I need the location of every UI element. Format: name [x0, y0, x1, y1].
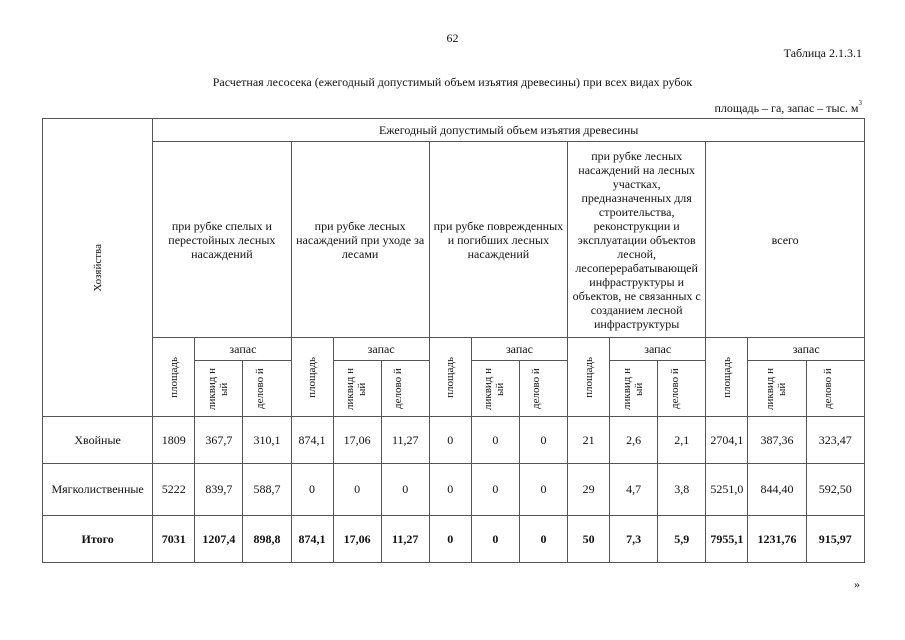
footer-mark: »	[854, 577, 860, 591]
table-title: Расчетная лесосека (ежегодный допустимый объем изъятия древесины) при всех видах рубок	[212, 75, 693, 89]
value-cell: 839,7	[195, 464, 243, 516]
liquid-label: ликвид ный	[620, 367, 645, 410]
value-cell: 1809	[153, 417, 195, 464]
group-header: Ежегодный допустимый объем изъятия древесины	[153, 119, 865, 142]
liquid-label: ликвид ный	[205, 367, 230, 410]
value-cell: 0	[519, 417, 567, 464]
table-id: Таблица 2.1.3.1	[783, 46, 862, 60]
harvest-table	[42, 118, 865, 563]
value-cell: 3,8	[658, 464, 706, 516]
value-cell: 592,50	[806, 464, 865, 516]
value-cell: 1207,4	[195, 516, 243, 563]
units-note	[714, 101, 862, 116]
business-header	[243, 361, 291, 417]
value-cell: 0	[381, 464, 429, 516]
value-cell: 0	[429, 464, 471, 516]
stock-header: запас	[333, 338, 429, 361]
value-cell: 0	[429, 417, 471, 464]
stock-header: запас	[610, 338, 706, 361]
stock-header: запас	[195, 338, 291, 361]
area-header	[568, 338, 610, 417]
value-cell: 5,9	[658, 516, 706, 563]
business-label: делово й	[822, 368, 835, 409]
value-cell: 915,97	[806, 516, 865, 563]
area-label: площадь	[167, 356, 180, 398]
category-header	[429, 142, 567, 338]
value-cell: 7955,1	[706, 516, 748, 563]
category-header	[568, 142, 706, 338]
value-cell: 0	[471, 417, 519, 464]
value-cell: 310,1	[243, 417, 291, 464]
value-cell: 5222	[153, 464, 195, 516]
liquid-header	[471, 361, 519, 417]
value-cell: 2,6	[610, 417, 658, 464]
table-row-total	[43, 516, 865, 563]
liquid-label: ликвид ный	[763, 367, 788, 410]
business-header	[658, 361, 706, 417]
value-cell: 367,7	[195, 417, 243, 464]
value-cell: 4,7	[610, 464, 658, 516]
category-header	[706, 142, 865, 338]
liquid-label: ликвид ный	[482, 367, 507, 410]
value-cell: 21	[568, 417, 610, 464]
area-label: площадь	[720, 356, 733, 398]
liquid-label: ликвид ный	[344, 367, 369, 410]
value-cell: 29	[568, 464, 610, 516]
value-cell: 0	[291, 464, 333, 516]
page-number: 62	[446, 31, 459, 45]
liquid-header	[195, 361, 243, 417]
value-cell: 2,1	[658, 417, 706, 464]
value-cell: 588,7	[243, 464, 291, 516]
area-label: площадь	[306, 356, 319, 398]
value-cell: 11,27	[381, 516, 429, 563]
value-cell: 0	[429, 516, 471, 563]
value-cell: 0	[519, 516, 567, 563]
category-label: при рубке поврежденных и погибших лесных насаждений	[433, 218, 564, 261]
row-name-cell: Хвойные	[43, 417, 153, 464]
value-cell: 844,40	[748, 464, 806, 516]
category-label: при рубке спелых и перестойных лесных насаждений	[168, 218, 276, 261]
stock-header: запас	[748, 338, 865, 361]
table-row	[43, 464, 865, 516]
business-label: делово й	[530, 368, 543, 409]
value-cell: 323,47	[806, 417, 865, 464]
area-label: площадь	[444, 356, 457, 398]
value-cell: 0	[471, 516, 519, 563]
units-text: площадь – га, запас – тыс. м	[714, 101, 859, 115]
value-cell: 2704,1	[706, 417, 748, 464]
value-cell: 11,27	[381, 417, 429, 464]
category-label: при рубке лесных насаждений при уходе за лесами	[296, 218, 425, 261]
row-header-label: Хозяйства	[91, 243, 104, 292]
liquid-header	[610, 361, 658, 417]
value-cell: 7031	[153, 516, 195, 563]
value-cell: 387,36	[748, 417, 806, 464]
business-label: делово й	[392, 368, 405, 409]
row-header-cell	[43, 119, 153, 417]
value-cell: 17,06	[333, 516, 381, 563]
area-header	[429, 338, 471, 417]
business-header	[519, 361, 567, 417]
units-superscript: 3	[858, 99, 862, 107]
business-header	[806, 361, 865, 417]
category-header	[153, 142, 291, 338]
value-cell: 5251,0	[706, 464, 748, 516]
category-header	[291, 142, 429, 338]
liquid-header	[748, 361, 806, 417]
value-cell: 0	[471, 464, 519, 516]
business-label: делово й	[668, 368, 681, 409]
area-header	[291, 338, 333, 417]
value-cell: 1231,76	[748, 516, 806, 563]
value-cell: 874,1	[291, 417, 333, 464]
value-cell: 0	[519, 464, 567, 516]
table-row	[43, 417, 865, 464]
row-name-cell: Мягколиственные	[43, 464, 153, 516]
business-label: делово й	[253, 368, 266, 409]
value-cell: 898,8	[243, 516, 291, 563]
value-cell: 17,06	[333, 417, 381, 464]
liquid-header	[333, 361, 381, 417]
category-label: всего	[771, 232, 799, 247]
area-header	[153, 338, 195, 417]
area-label: площадь	[582, 356, 595, 398]
stock-header: запас	[471, 338, 567, 361]
value-cell: 874,1	[291, 516, 333, 563]
business-header	[381, 361, 429, 417]
category-label: при рубке лесных насаждений на лесных участках, предназначенных для строительства, реконструкции и эксплуатации объектов лесной, лесоперерабатывающей инфраструктуры и объектов, не связанных с созданием лесной инфраструктуры	[572, 148, 701, 331]
area-header	[706, 338, 748, 417]
value-cell: 7,3	[610, 516, 658, 563]
row-name-cell: Итого	[43, 516, 153, 563]
value-cell: 50	[568, 516, 610, 563]
value-cell: 0	[333, 464, 381, 516]
